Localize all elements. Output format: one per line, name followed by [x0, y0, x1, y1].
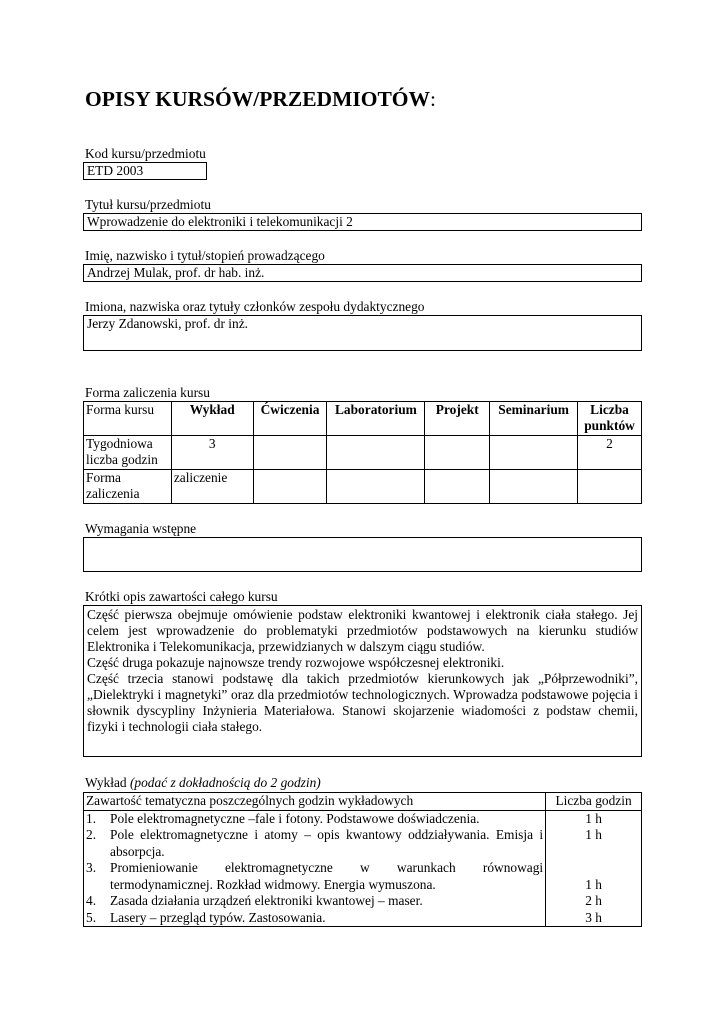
course-title-label: Tytuł kursu/przedmiotu	[85, 197, 211, 212]
table-cell	[253, 470, 327, 504]
lecture-topic: 1. Pole elektromagnetyczne –fale i fotony. Podstawowe doświadczenia.	[86, 810, 480, 826]
lecture-topic: 2. Pole elektromagnetyczne i atomy – opis kwantowy oddziaływania. Emisja i absorpcja.	[86, 827, 544, 859]
header-cell: Wykład	[171, 402, 253, 436]
lecture-header-hours: Liczba godzin	[546, 793, 642, 811]
table-cell: zaliczenie	[171, 470, 253, 504]
table-row	[84, 436, 642, 470]
lecture-hours: 1 h	[585, 876, 602, 892]
lecture-topic: 4. Zasada działania urządzeń elektroniki kwantowej – maser.	[86, 893, 423, 908]
course-code-label: Kod kursu/przedmiotu	[85, 146, 206, 161]
description-paragraph: Część pierwsza obejmuje omówienie podstaw elektroniki kwantowej i elektronik ciała stałego. Jej celem jest wprowadzenie do problematyki przedmiotów podstawowych na kierunku studiów Elektronika i Telekomunikacja, przewidzianych w dalszym ciągu studiów.	[87, 607, 638, 654]
lecture-label-note: (podać z dokładnością do 2 godzin)	[129, 775, 321, 790]
team-label: Imiona, nazwiska oraz tytuły członków zespołu dydaktycznego	[85, 299, 425, 314]
lecture-topic: 5. Lasery – przegląd typów. Zastosowania.	[86, 909, 326, 925]
table-cell: 2	[578, 436, 642, 470]
table-row	[84, 470, 642, 504]
description-paragraph: Część druga pokazuje najnowsze trendy rozwojowe współczesnej elektroniki.	[87, 655, 505, 670]
table-cell	[490, 470, 578, 504]
lecture-row	[84, 810, 642, 927]
table-cell	[425, 436, 490, 470]
lecture-header-topic: Zawartość tematyczna poszczególnych godzin wykładowych	[84, 793, 546, 811]
team-field: Jerzy Zdanowski, prof. dr inż.	[83, 315, 642, 351]
description-paragraph: Część trzecia stanowi podstawę dla takich przedmiotów kierunkowych jak „Półprzewodniki”, „Dielektryki i magnetyki” oraz dla przedmiotów technologicznych. Wprowadza podstawowe pojęcia i słownik dyscypliny Inżynieria Materiałowa. Stanowi skojarzenie wiadomości z podstaw chemii, fizyki i technologii ciała stałego.	[87, 671, 638, 734]
lecture-label: Wykład (podać z dokładnością do 2 godzin)	[85, 775, 321, 790]
table-cell	[578, 470, 642, 504]
header-cell: Forma kursu	[84, 402, 172, 436]
page-title: OPISY KURSÓW/PRZEDMIOTÓW:	[85, 87, 437, 111]
description-label: Krótki opis zawartości całego kursu	[85, 589, 278, 604]
lecture-hours: 2 h	[585, 893, 602, 908]
lecture-hours: 3 h	[585, 909, 602, 925]
header-cell: Laboratorium	[327, 402, 425, 436]
lecturer-field: Andrzej Mulak, prof. dr hab. inż.	[83, 264, 642, 282]
table-cell: 3	[171, 436, 253, 470]
lecture-header-row	[84, 793, 642, 811]
lecture-hours: 1 h	[585, 827, 602, 842]
table-cell: Tygodniowa liczba godzin	[84, 436, 172, 470]
lecture-hours: 1 h	[585, 810, 602, 826]
table-cell	[253, 436, 327, 470]
header-cell: Seminarium	[490, 402, 578, 436]
course-code-field: ETD 2003	[83, 162, 207, 180]
lecture-table	[83, 792, 642, 927]
header-cell: Ćwiczenia	[253, 402, 327, 436]
assessment-table	[83, 401, 642, 504]
prerequisites-field	[83, 537, 642, 572]
prerequisites-label: Wymagania wstępne	[85, 521, 197, 536]
course-title-field: Wprowadzenie do elektroniki i telekomunikacji 2	[83, 213, 642, 231]
table-cell	[327, 436, 425, 470]
table-cell: Forma zaliczenia	[84, 470, 172, 504]
header-cell: Projekt	[425, 402, 490, 436]
lecture-topic: 3. Promieniowanie elektromagnetyczne w warunkach równowagi termodynamicznej. Rozkład widmowy. Energia wymuszona.	[86, 860, 544, 892]
description-box	[83, 605, 642, 757]
table-cell	[425, 470, 490, 504]
assessment-header-row	[84, 402, 642, 436]
lecturer-label: Imię, nazwisko i tytuł/stopień prowadzącego	[85, 248, 325, 263]
table-cell	[490, 436, 578, 470]
assessment-label: Forma zaliczenia kursu	[85, 385, 210, 400]
table-cell	[327, 470, 425, 504]
header-cell: Liczba punktów	[578, 402, 642, 436]
